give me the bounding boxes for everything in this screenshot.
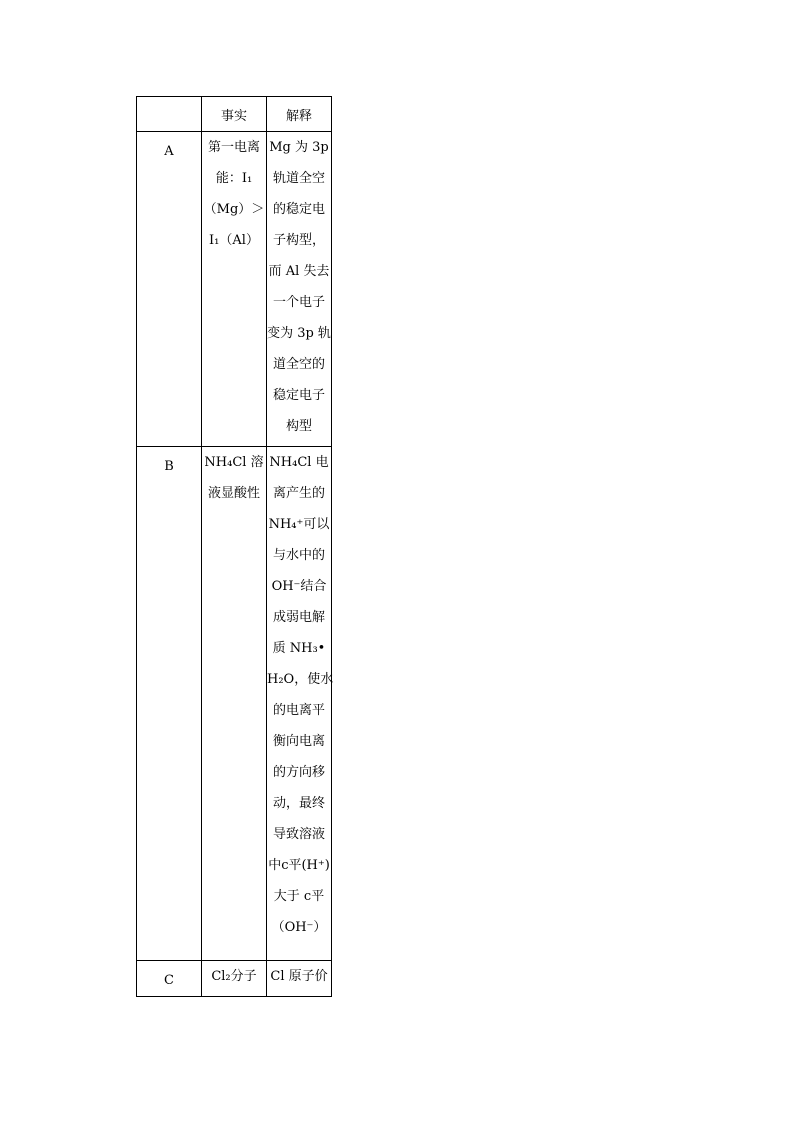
explanation-line: Mg 为 3p <box>269 140 329 155</box>
header-blank <box>137 97 202 132</box>
explanation-line: 一个电子 <box>272 295 325 310</box>
explanation-line: 中c平(H⁺) <box>268 858 330 873</box>
explanation-line: 道全空的 <box>272 357 325 372</box>
explanation-cell <box>267 961 332 997</box>
explanation-line: NH₄Cl 电 <box>269 455 329 470</box>
fact-line: Cl₂分子 <box>211 969 257 984</box>
explanation-line: 稳定电子 <box>272 388 325 403</box>
row-label: B <box>164 459 174 474</box>
explanation-line: 大于 c平 <box>273 889 325 904</box>
explanation-cell <box>267 132 332 447</box>
explanation-line: 的方向移 <box>272 765 325 780</box>
explanation-line: OH⁻结合 <box>271 579 327 594</box>
explanation-line: 成弱电解 <box>272 610 325 625</box>
explanation-line: NH₄⁺可以 <box>268 517 330 532</box>
explanation-line: 构型 <box>285 419 312 434</box>
explanation-line: 衡向电离 <box>272 734 325 749</box>
explanation-cell <box>267 447 332 961</box>
fact-line: （Mg）＞ <box>203 202 265 217</box>
fact-cell <box>202 447 267 961</box>
explanation-line: 质 NH₃• <box>272 641 326 656</box>
header-explanation: 解释 <box>267 97 332 132</box>
fact-line: 液显酸性 <box>207 486 260 501</box>
header-row <box>137 97 332 132</box>
explanation-line: 子构型， <box>272 233 325 248</box>
explanation-line: 轨道全空 <box>272 171 325 186</box>
explanation-line: （OH⁻） <box>271 920 327 935</box>
explanation-line: H₂O，使水 <box>267 672 334 687</box>
fact-line: NH₄Cl 溶 <box>204 455 264 470</box>
explanation-line: 与水中的 <box>272 548 325 563</box>
explanation-line: 变为 3p 轨 <box>267 326 331 341</box>
explanation-line: 的稳定电 <box>272 202 325 217</box>
table-row <box>137 132 332 447</box>
comparison-table <box>136 96 332 997</box>
explanation-line: 导致溶液 <box>272 827 325 842</box>
table-row <box>137 447 332 961</box>
explanation-line: Cl 原子价 <box>270 969 328 984</box>
fact-cell <box>202 132 267 447</box>
explanation-line: 动，最终 <box>272 796 325 811</box>
fact-line: 能：I₁ <box>215 171 253 186</box>
header-fact: 事实 <box>202 97 267 132</box>
row-label: A <box>164 144 174 159</box>
table-row <box>137 961 332 997</box>
explanation-line: 而 Al 失去 <box>268 264 330 279</box>
fact-line: 第一电离 <box>207 140 260 155</box>
explanation-line: 离产生的 <box>272 486 325 501</box>
row-label: C <box>164 973 174 988</box>
explanation-line: 的电离平 <box>272 703 325 718</box>
fact-line: I₁（Al） <box>209 233 259 248</box>
fact-cell <box>202 961 267 997</box>
